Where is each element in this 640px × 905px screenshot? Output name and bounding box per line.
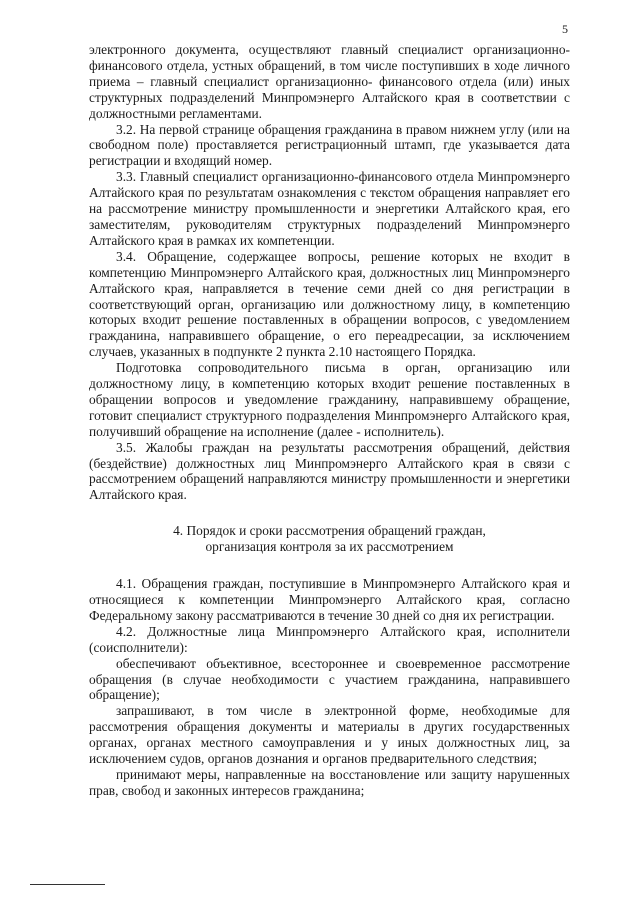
paragraph-4-2: 4.2. Должностные лица Минпромэнерго Алтайского края, исполнители (соисполнители): — [89, 623, 570, 655]
document-body — [89, 42, 570, 799]
section-heading-line-1: 4. Порядок и сроки рассмотрения обращений граждан, — [173, 523, 486, 539]
paragraph: обеспечивают объективное, всестороннее и своевременное рассмотрение обращения (в случае необходимости с участием гражданина, направившего обращение); — [89, 655, 570, 703]
paragraph-3-5: 3.5. Жалобы граждан на результаты рассмотрения обращений, действия (бездействие) должностных лиц Минпромэнерго Алтайского края в связи с рассмотрением обращений направляются министру промышленности и энергетики Алтайского края. — [89, 439, 570, 503]
paragraph-3-4: 3.4. Обращение, содержащее вопросы, решение которых не входит в компетенцию Минпромэнерго Алтайского края, должностных лиц Минпромэнерго Алтайского края, направляется в течение семи дней со дня регистрации в соответствующий орган, организацию или должностному лицу, в компетенцию которых входит решение поставленных в обращении вопросов, с уведомлением гражданина, направившего обращение, о его переадресации, за исключением случаев, указанных в подпункте 2 пункта 2.10 настоящего Порядка. — [89, 248, 570, 360]
section-heading-line-2: организация контроля за их рассмотрением — [205, 539, 454, 555]
paragraph: запрашивают, в том числе в электронной форме, необходимые для рассмотрения обращения документы и материалы в других государственных органах, органах местного самоуправления и у иных должностных лиц, за исключением судов, органов дознания и органов предварительного следствия; — [89, 703, 570, 767]
paragraph: Подготовка сопроводительного письма в орган, организацию или должностному лицу, в компетенцию которых входит решение поставленных в обращении вопросов и уведомление гражданину, направившему обращение, готовит специалист структурного подразделения Минпромэнерго Алтайского края, получивший обращение на исполнение (далее - исполнитель). — [89, 360, 570, 439]
footer-rule — [30, 884, 105, 885]
paragraph: электронного документа, осуществляют главный специалист организационно-финансового отдела, устных обращений, в том числе поступивших в ходе личного приема – главный специалист организационно- финансового отдела (или) иных структурных подразделений Минпромэнерго Алтайского края в соответствии с должностными регламентами. — [89, 42, 570, 121]
page-number: 5 — [562, 22, 568, 36]
paragraph-3-3: 3.3. Главный специалист организационно-финансового отдела Минпромэнерго Алтайского края по результатам ознакомления с текстом обращения направляет его на рассмотрение министру промышленности и энергетики Алтайского края, его заместителям, руководителям структурных подразделений Минпромэнерго Алтайского края в рамках их компетенции. — [89, 169, 570, 248]
paragraph: принимают меры, направленные на восстановление или защиту нарушенных прав, свобод и законных интересов гражданина; — [89, 766, 570, 798]
paragraph-3-2: 3.2. На первой странице обращения гражданина в правом нижнем углу (или на свободном поле) проставляется регистрационный штамп, где указывается дата регистрации и входящий номер. — [89, 121, 570, 169]
section-heading — [89, 523, 570, 555]
paragraph-4-1: 4.1. Обращения граждан, поступившие в Минпромэнерго Алтайского края и относящиеся к компетенции Минпромэнерго Алтайского края, согласно Федеральному закону рассматриваются в течение 30 дней со дня их регистрации. — [89, 576, 570, 623]
